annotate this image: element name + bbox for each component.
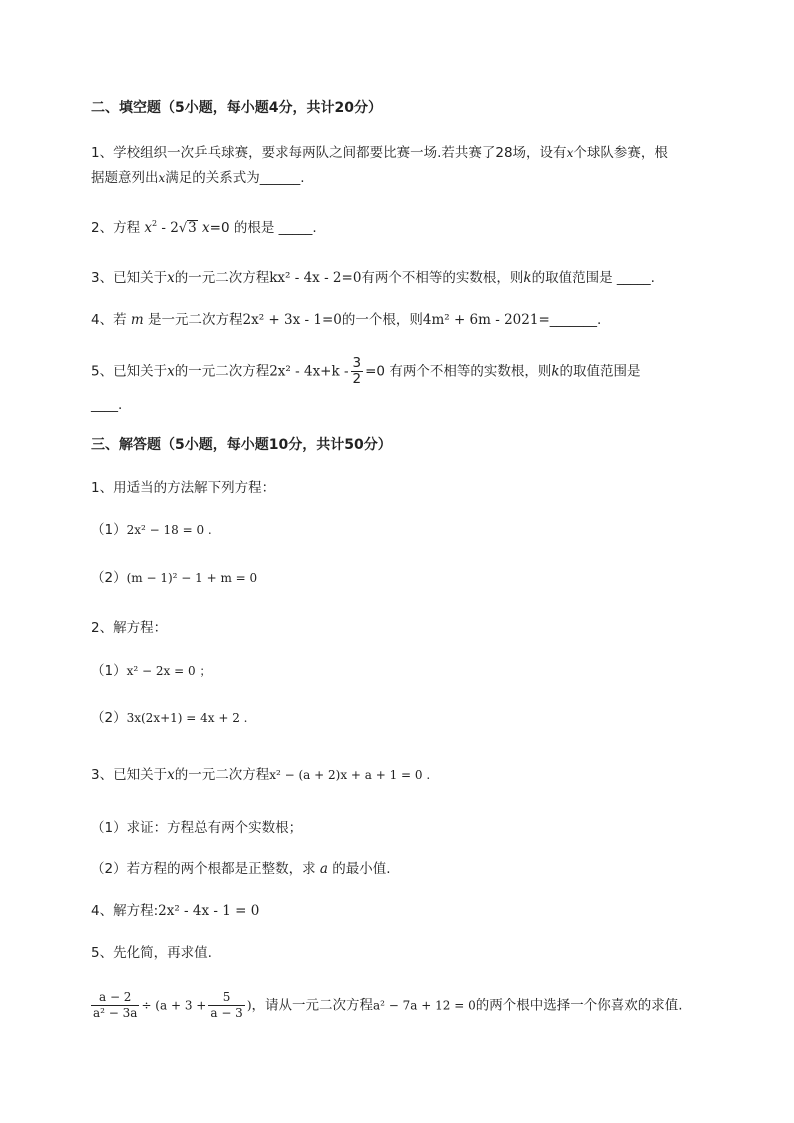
solve-q5-title: 5、先化简，再求值.	[91, 945, 212, 961]
fill-q1-var: x	[566, 146, 574, 160]
fill-q4-equation: 2x² + 3x - 1=0	[242, 312, 342, 328]
fill-q3-var-x: x	[167, 270, 175, 286]
solve-q3-part2-text-a: （2）若方程的两个根都是正整数，求	[91, 861, 316, 877]
fill-q4-text-b: 是一元二次方程	[148, 312, 243, 328]
solve-q2-part1-label: （1）	[91, 663, 127, 679]
solve-q5-fraction-2-den: a − 3	[210, 1006, 243, 1020]
solve-q2-part1-equation: x² − 2x = 0 ；	[126, 664, 212, 678]
solve-q5-expression-line	[89, 990, 683, 1021]
fill-q5-equation: 2x² - 4x+k -	[269, 363, 349, 380]
solve-q2-part2-equation: 3x(2x+1) = 4x + 2 .	[126, 711, 248, 725]
fill-q5-var-k: k	[551, 363, 560, 380]
fill-q4-var-m: m	[130, 312, 144, 328]
fill-q3-text-b: 的一元二次方程	[174, 270, 270, 286]
fill-q5-fraction	[351, 356, 364, 387]
fill-q1-text-d: 满足的关系式为______.	[165, 170, 305, 186]
solve-q1-part1-equation: 2x² − 18 = 0 .	[126, 523, 212, 537]
solve-q5-text-b: 的两个根中选择一个你喜欢的求值.	[475, 997, 683, 1014]
solve-q3-equation: x² − (a + 2)x + a + 1 = 0 .	[269, 768, 431, 782]
fill-q5-line1	[91, 356, 641, 387]
solve-q3-text-a: 3、已知关于	[91, 767, 168, 783]
solve-q4-equation: 2x² - 4x - 1 = 0	[158, 903, 260, 919]
fill-q1-text-b: 个球队参赛，根	[573, 145, 668, 161]
solve-q4-title: 4、解方程:	[91, 903, 159, 919]
fill-q1-text-a: 1、学校组织一次乒乓球赛，要求每两队之间都要比赛一场.若共赛了28场，设有	[91, 145, 567, 161]
fill-q3-text-c: 有两个不相等的实数根，则	[361, 270, 524, 286]
fill-q1-line1	[91, 143, 668, 163]
fill-q5-text-b: 的一元二次方程	[174, 363, 270, 380]
solve-q3-part1: （1）求证：方程总有两个实数根；	[91, 820, 303, 836]
solve-q2-part2-label: （2）	[91, 710, 127, 726]
solve-q3-part2	[91, 859, 391, 879]
solve-q3-title	[91, 765, 430, 785]
solve-q1-part1-label: （1）	[91, 522, 127, 538]
solve-q5-fraction-2-num: 5	[208, 990, 244, 1006]
fill-q3-text-d: 的取值范围是 _____.	[531, 270, 655, 286]
fill-q5-var-x: x	[167, 363, 175, 380]
fill-q2-sqrt-3: 3	[188, 220, 197, 236]
solve-q3-part2-text-b: 的最小值.	[332, 861, 391, 877]
fill-q1-var-2: x	[158, 171, 166, 185]
solve-q1-part2	[91, 568, 257, 588]
solve-q1-part2-equation: (m − 1)² − 1 + m = 0	[126, 571, 258, 585]
fill-q1-line2	[91, 168, 305, 188]
fill-q5-text-d: 的取值范围是	[559, 363, 641, 380]
fill-q3-text-a: 3、已知关于	[91, 270, 168, 286]
fill-q2-text-a: 2、方程	[91, 220, 141, 236]
fill-q3	[91, 268, 655, 288]
fill-q4-expression: 4m² + 6m - 2021=	[422, 312, 550, 328]
fill-q5-fraction-num: 3	[352, 355, 362, 371]
solve-q5-fraction-2	[208, 990, 244, 1021]
section-3-heading: 三、解答题（5小题，每小题10分，共计50分）	[91, 437, 392, 453]
solve-q5-equation: a² − 7a + 12 = 0	[373, 998, 476, 1013]
fill-q5-text-a: 5、已知关于	[91, 363, 168, 380]
solve-q3-text-b: 的一元二次方程	[174, 767, 270, 783]
fill-q3-equation: kx² - 4x - 2=0	[269, 270, 362, 286]
solve-q2-title: 2、解方程：	[91, 620, 168, 636]
fill-q5-line2: ____.	[91, 397, 123, 413]
solve-q5-divide: ÷ (a + 3 +	[141, 998, 207, 1013]
fill-q1-text-c: 据题意列出	[91, 170, 159, 186]
solve-q5-close-paren: )	[246, 998, 252, 1013]
solve-q4	[91, 901, 259, 921]
solve-q5-fraction-1-num: a − 2	[91, 990, 139, 1006]
fill-q2	[91, 218, 317, 239]
fill-q3-var-k: k	[523, 270, 532, 286]
solve-q5-fraction-1	[91, 990, 139, 1021]
fill-q2-equation: $x^2 - 2√3$ x	[144, 219, 210, 236]
solve-q5-text-a: ，请从一元二次方程	[251, 997, 374, 1014]
solve-q3-var-a: a	[319, 861, 328, 877]
solve-q1-part1	[91, 520, 212, 540]
fill-q4-text-a: 4、若	[91, 312, 127, 328]
solve-q2-part1	[91, 661, 211, 681]
fill-q5-fraction-den: 2	[352, 371, 362, 387]
solve-q1-title: 1、用适当的方法解下列方程：	[91, 480, 276, 496]
fill-q4-text-d: _______.	[549, 312, 602, 328]
section-2-heading: 二、填空题（5小题，每小题4分，共计20分）	[91, 100, 382, 116]
solve-q2-part2	[91, 708, 247, 728]
solve-q5-fraction-1-den: a² − 3a	[93, 1006, 138, 1020]
fill-q4-text-c: 的一个根，则	[341, 312, 423, 328]
fill-q2-text-b: =0 的根是 _____.	[209, 220, 317, 236]
solve-q3-var-x: x	[167, 767, 175, 783]
fill-q4	[91, 310, 601, 330]
fill-q5-text-c: =0 有两个不相等的实数根，则	[365, 363, 552, 380]
solve-q1-part2-label: （2）	[91, 570, 127, 586]
